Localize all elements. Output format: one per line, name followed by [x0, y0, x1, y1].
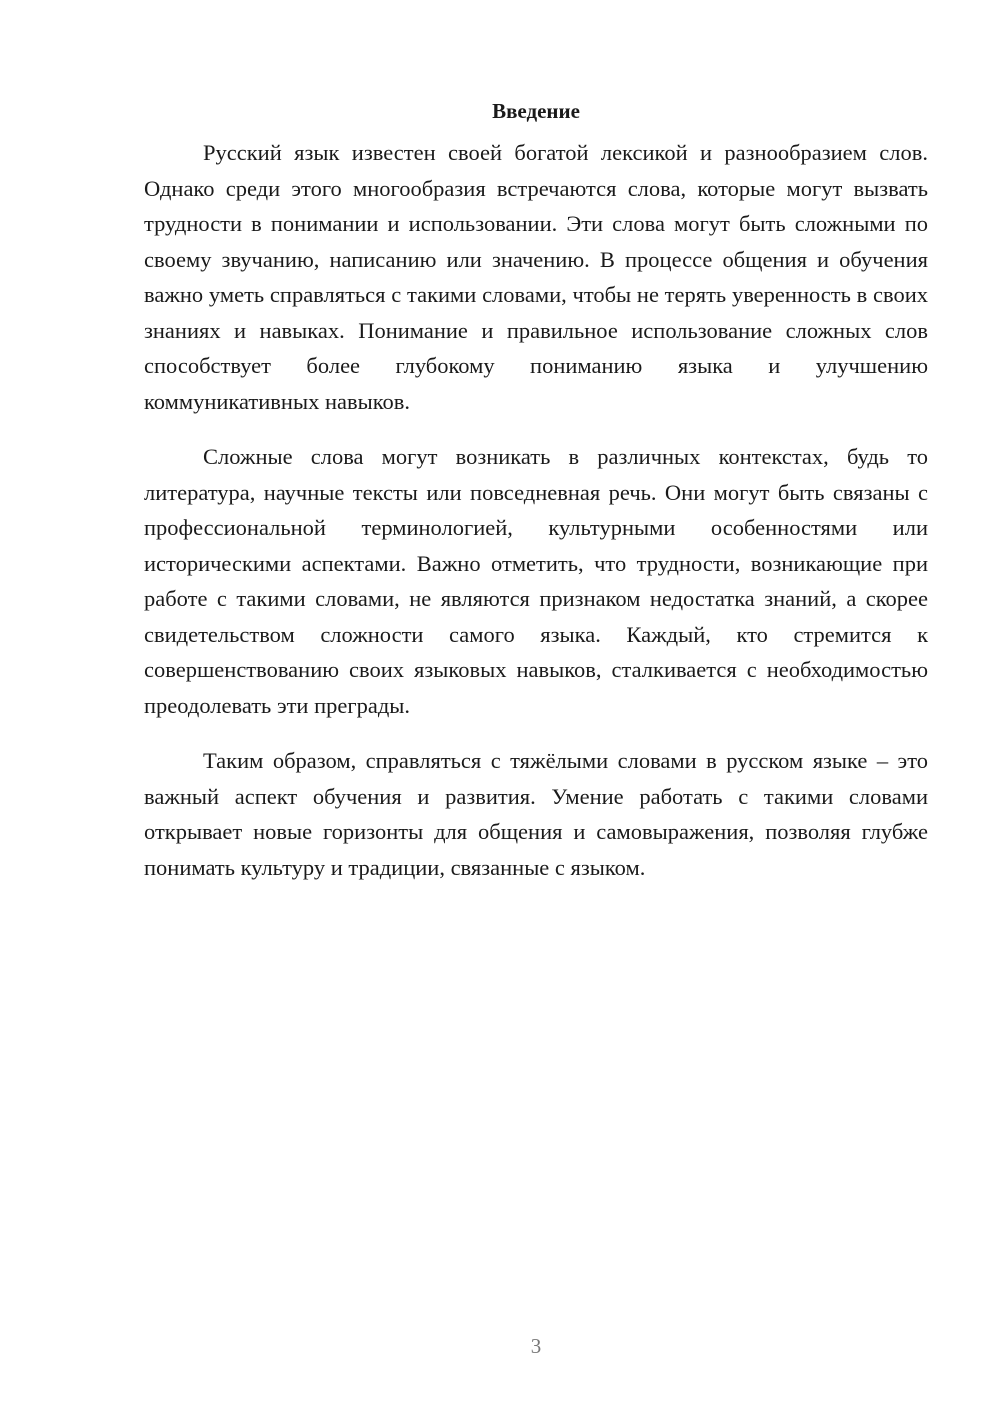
paragraph-2: Сложные слова могут возникать в различных контекстах, будь то литература, научные тексты или повседневная речь. Они могут быть связаны с профессиональной терминологией, культурными особенностями или историческими аспектами. Важно отметить, что трудности, возникающие при работе с такими словами, не являются признаком недостатка знаний, а скорее свидетельством сложности самого языка. Каждый, кто стремится к совершенствованию своих языковых навыков, сталкивается с необходимостью преодолевать эти преграды. — [144, 444, 928, 718]
page-number: 3 — [530, 1334, 542, 1358]
paragraph-1: Русский язык известен своей богатой лексикой и разнообразием слов. Однако среди этого многообразия встречаются слова, которые могут вызвать трудности в понимании и использовании. Эти слова могут быть сложными по своему звучанию, написанию или значению. В процессе общения и обучения важно уметь справляться с такими словами, чтобы не терять уверенность в своих знаниях и навыках. Понимание и правильное использование сложных слов способствует более глубокому пониманию языка и улучшению коммуникативных навыков. — [144, 140, 928, 414]
paragraph-3: Таким образом, справляться с тяжёлыми словами в русском языке – это важный аспект обучения и развития. Умение работать с такими словами открывает новые горизонты для общения и самовыражения, позволяя глубже понимать культуру и традиции, связанные с языком. — [144, 748, 928, 880]
page-content — [144, 96, 928, 905]
section-heading: Введение — [492, 99, 580, 123]
